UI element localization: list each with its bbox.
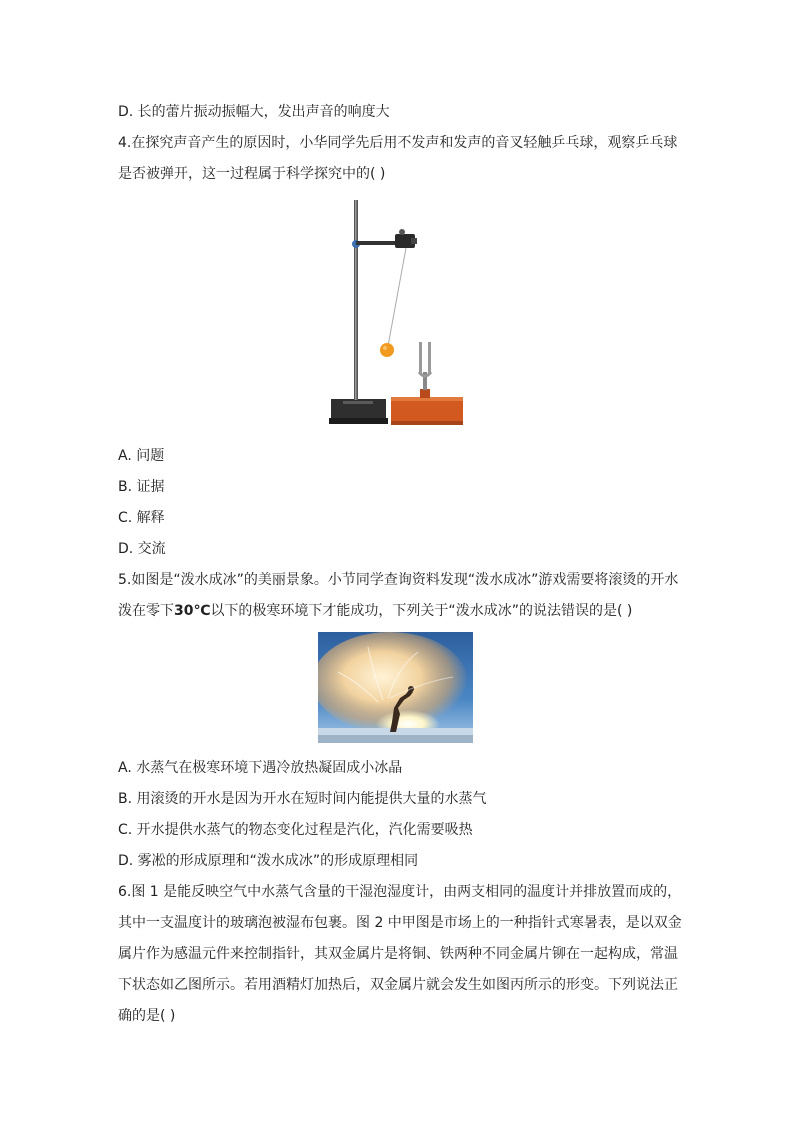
q6-stem-line1: 6.图 1 是能反映空气中水蒸气含量的干湿泡湿度计，由两支相同的温度计并排放置而成的， [118,884,682,900]
ice-splash-photo [318,632,473,743]
q6-stem-line3: 属片作为感温元件来控制指针，其双金属片是将铜、铁两种不同金属片铆在一起构成，常温 [118,946,678,962]
q5-option-c: C. 开水提供水蒸气的物态变化过程是汽化，汽化需要吸热 [118,822,473,838]
q6-stem-line2: 其中一支温度计的玻璃泡被湿布包裹。图 2 中甲图是市场上的一种指针式寒暑表，是以双金 [118,915,682,931]
q4-option-c: C. 解释 [118,510,165,526]
q3-option-d: D. 长的蕾片振动振幅大，发出声音的响度大 [118,104,390,120]
q4-stem-line1: 4.在探究声音产生的原因时，小华同学先后用不发声和发声的音叉轻触乒乓球，观察乒乓球 [118,135,678,151]
q4-option-b: B. 证据 [118,479,165,495]
q6-stem-line4: 下状态如乙图所示。若用酒精灯加热后，双金属片就会发生如图丙所示的形变。下列说法正 [118,977,678,993]
q5-stem-line1: 5.如图是“泼水成冰”的美丽景象。小节同学查询资料发现“泼水成冰”游戏需要将滚烫的开水 [118,572,679,588]
q6-stem-line5: 确的是( ) [118,1008,176,1024]
temperature-value: 30℃ [174,603,211,619]
tuning-fork-figure [325,196,467,430]
q4-option-d: D. 交流 [118,541,166,557]
q5-stem-text-a: 泼在零下 [118,603,174,619]
q5-stem-text-b: 以下的极寒环境下才能成功，下列关于“泼水成冰”的说法错误的是( ) [210,603,633,619]
q5-stem-line2 [118,601,632,621]
q4-option-a: A. 问题 [118,448,165,464]
q5-option-b: B. 用滚烫的开水是因为开水在短时间内能提供大量的水蒸气 [118,791,487,807]
q4-stem-line2: 是否被弹开，这一过程属于科学探究中的( ) [118,166,386,182]
q5-option-a: A. 水蒸气在极寒环境下遇冷放热凝固成小冰晶 [118,760,403,776]
q5-option-d: D. 雾凇的形成原理和“泼水成冰”的形成原理相同 [118,853,419,869]
